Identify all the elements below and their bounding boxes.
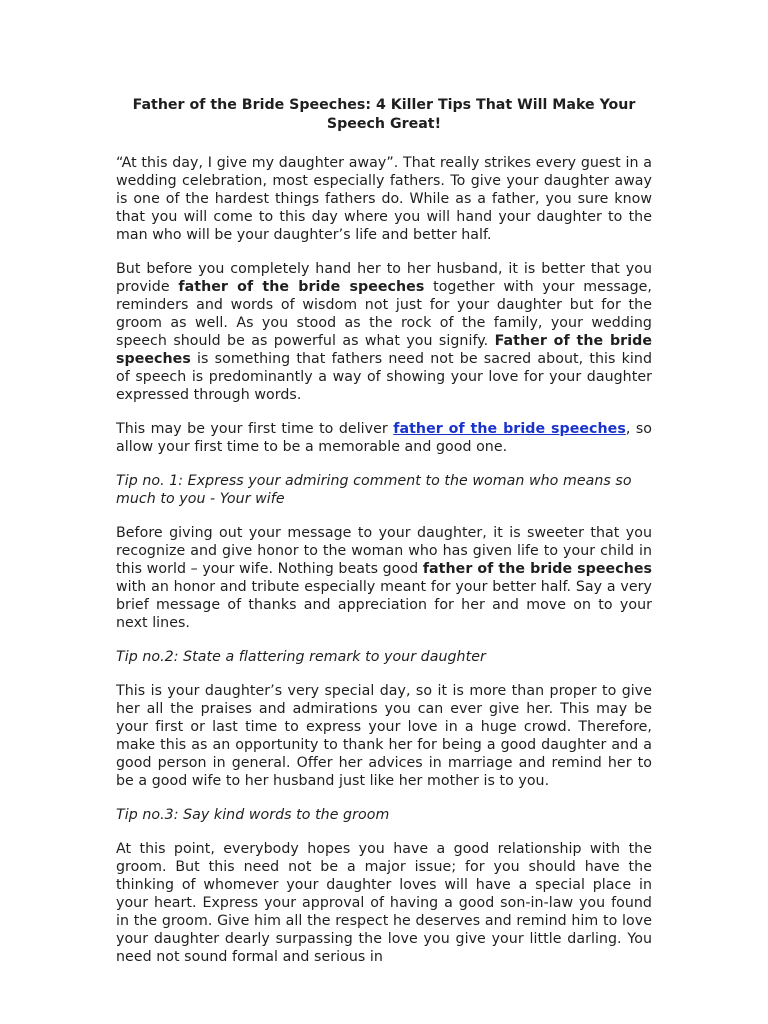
bold-keyword: father of the bride speeches (178, 279, 425, 295)
document-title: Father of the Bride Speeches: 4 Killer Tips That Will Make Your Speech Great! (132, 97, 636, 132)
speeches-link[interactable]: father of the bride speeches (393, 421, 626, 437)
intro-paragraph: “At this day, I give my daughter away”. That really strikes every guest in a wedding celebration, most especially fathers. To give your daughter away is one of the hardest things fathers do. While as a father, you sure know that you will come to this day where you will hand your daughter to the man who will be your daughter’s life and better half. (116, 155, 652, 243)
paragraph-wife (116, 524, 652, 632)
text-span: with an honor and tribute especially meant for your better half. Say a very brief message of thanks and appreciation for her and move on to your next lines. (116, 579, 652, 631)
paragraph-daughter: This is your daughter’s very special day, so it is more than proper to give her all the praises and admirations you can ever give her. This may be your first or last time to express your love in a huge crowd. Therefore, make this as an opportunity to thank her for being a good daughter and a good person in general. Offer her advices in marriage and remind her to be a good wife to her husband just like her mother is to you. (116, 683, 652, 789)
text-span: is something that fathers need not be sacred about, this kind of speech is predominantly a way of showing your love for your daughter expressed through words. (116, 351, 652, 403)
bold-keyword: Father of the bride speeches (116, 333, 653, 367)
text-span: together with your message, reminders and words of wisdom not just for your daughter but for the groom as well. As you stood as the rock of the family, your wedding speech should be as powerful as what you signify. (116, 279, 652, 349)
text-span: Before giving out your message to your daughter, it is sweeter that you recognize and give honor to the woman who has given life to your child in this world – your wife. Nothing beats good (116, 525, 652, 577)
paragraph-groom: At this point, everybody hopes you have a good relationship with the groom. But this need not be a major issue; for you should have the thinking of whomever your daughter loves will have a special place in your heart. Express your approval of having a good son-in-law you found in the groom. Give him all the respect he deserves and remind him to love your daughter dearly surpassing the love you give your little darling. You need not sound formal and serious in (116, 841, 652, 965)
text-span: , so allow your first time to be a memorable and good one. (116, 421, 652, 455)
tip-3-heading: Tip no.3: Say kind words to the groom (116, 807, 390, 823)
text-span: This may be your first time to deliver (116, 421, 394, 437)
text-span: But before you completely hand her to her husband, it is better that you provide (116, 261, 652, 295)
bold-keyword: father of the bride speeches (422, 561, 653, 577)
paragraph-first-time (116, 420, 652, 456)
paragraph-before-handing (116, 260, 652, 404)
tip-1-heading: Tip no. 1: Express your admiring comment to the woman who means so much to you - Your wife (116, 473, 632, 507)
tip-2-heading: Tip no.2: State a flattering remark to your daughter (116, 649, 486, 665)
